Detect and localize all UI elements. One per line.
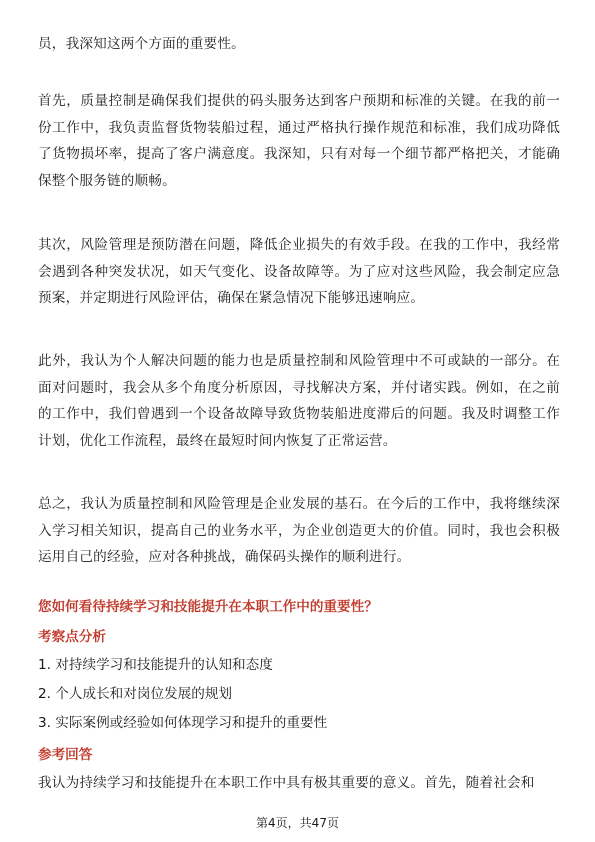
analysis-heading: 考察点分析 — [38, 629, 106, 645]
paragraph-quality-control: 首先，质量控制是确保我们提供的码头服务达到客户预期和标准的关键。在我的前一份工作中，我负责监督货物装船过程，通过严格执行操作规范和标准，我们成功降低了货物损坏率，提高了客户满意度。我深知，只有对每一个细节都严格把关，才能确保整个服务链的顺畅。 — [38, 93, 560, 189]
page-footer: 第4页，共47页 — [256, 816, 339, 830]
analysis-item: 3. 实际案例或经验如何体现学习和提升的重要性 — [38, 715, 328, 731]
paragraph-intro-tail: 员，我深知这两个方面的重要性。 — [38, 36, 245, 52]
question-title: 您如何看待持续学习和技能提升在本职工作中的重要性？ — [38, 599, 378, 615]
paragraph-conclusion: 总之，我认为质量控制和风险管理是企业发展的基石。在今后的工作中，我将继续深入学习相关知识，提高自己的业务水平，为企业创造更大的价值。同时，我也会积极运用自己的经验，应对各种挑战，确保码头操作的顺利进行。 — [38, 496, 560, 565]
answer-heading: 参考回答 — [38, 747, 93, 763]
paragraph-problem-solving: 此外，我认为个人解决问题的能力也是质量控制和风险管理中不可或缺的一部分。在面对问题时，我会从多个角度分析原因，寻找解决方案，并付诸实践。例如，在之前的工作中，我们曾遇到一个设备故障导致货物装船进度滞后的问题。我及时调整工作计划，优化工作流程，最终在最短时间内恢复了正常运营。 — [38, 353, 560, 449]
analysis-item: 1. 对持续学习和技能提升的认知和态度 — [38, 657, 273, 673]
paragraph-risk-management: 其次，风险管理是预防潜在问题，降低企业损失的有效手段。在我的工作中，我经常会遇到各种突发状况，如天气变化、设备故障等。为了应对这些风险，我会制定应急预案，并定期进行风险评估，确保在紧急情况下能够迅速响应。 — [38, 237, 560, 306]
answer-paragraph: 我认为持续学习和技能提升在本职工作中具有极其重要的意义。首先，随着社会和 — [38, 775, 535, 791]
analysis-item: 2. 个人成长和对岗位发展的规划 — [38, 686, 233, 702]
